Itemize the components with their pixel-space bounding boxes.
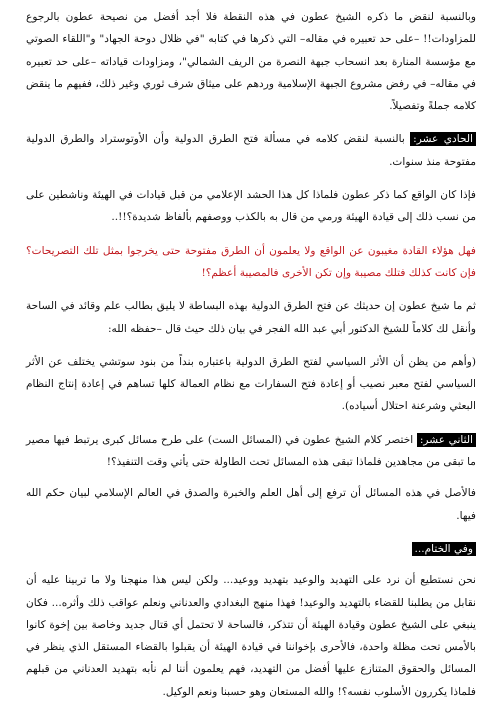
closing-label: وفي الختام...: [412, 542, 476, 556]
paragraph-closing: نحن نستطيع أن نرد على التهديد والوعيد بتهديد ووعيد... ولكن ليس هذا منهجنا ولا ما تربينا عليه أن نقابل من يطلبنا للقضاء بالتهديد والوعيد! فهذا منهج البغدادي والعدناني ونعلم عواقب ذلك وأثره... فكان ينبغي على الشيخ عطون وقيادة الهيئة أن تتذكر، فالساحة لا تحتمل أي قتال جديد وخاصة بين إخوة كانوا بالأمس تحت مظلة واحدة، فالأحرى بإخواننا في قيادة الهيئة أن يقبلوا بالقضاء المستقل الذي ينظر في المسائل والحقوق المتنازع عليها أفضل من التهديد، فهم يعلمون أننا لم نأبه بتهديد العدناني من قبلهم فلماذا يكررون الأسلوب نفسه؟! والله المستعان وهو حسبنا ونعم الوكيل.: [26, 574, 476, 698]
paragraph-12th-point: [26, 429, 476, 474]
closing-heading-line: [26, 538, 476, 560]
point-text-twelfth: اختصر كلام الشيخ عطون في (المسائل الست) على طرح مسائل كبرى يرتبط فيها مصير ما تبقى من مجاهدين فلماذا تبقى هذه المسائل تحت الطاولة حتى يأتي وقت التنفيذ؟!: [26, 433, 476, 469]
paragraph-8: فالأصل في هذه المسائل أن ترفع إلى أهل العلم والخبرة والصدق في العالم الإسلامي لبيان حكم الله فيها.: [26, 487, 476, 522]
paragraph-11th-point: [26, 128, 476, 173]
paragraph-3: فإذا كان الواقع كما ذكر عطون فلماذا كل هذا الحشد الإعلامي من قبل قيادات في الهيئة وناشطين على من نسب ذلك إلى قيادة الهيئة ورمي من قال به بالكذب ووصفهم بألفاظ شديدة؟!!..: [26, 189, 476, 224]
paragraph-red-question: فهل هؤلاء القادة مغيبون عن الواقع ولا يعلمون أن الطرق مفتوحة حتى يخرجوا بمثل تلك التصريحات؟ فإن كانت كذلك فتلك مصيبة وإن تكن الأخرى فالمصيبة أعظم؟!: [26, 244, 476, 279]
paragraph-1: وبالنسبة لنقض ما ذكره الشيخ عطون في هذه النقطة فلا أجد أفضل من نصيحة عطون بالرجوع للمزاودات!! –على حد تعبيره في مقاله– التي ذكرها في كتابه "في ظلال دوحة الجهاد" و"اللقاء الصوتي مع مؤسسة المنارة بعد انسحاب جبهة النصرة من الريف الشمالي"، ومزاودات قياداته –على حد تعبيره في مقاله– في رفض مشروع الجبهة الإسلامية وردهم على ميثاق شرف ثوري وغير ذلك، ففيهم ما ينقض كلامه جملةً وتفصيلاً.: [26, 11, 476, 113]
point-label-eleventh: الحادي عشر:: [410, 132, 476, 146]
paragraph-quote: (وأهم من يظن أن الأثر السياسي لفتح الطرق الدولية باعتباره بنداً من بنود سوتشي يختلف عن الأثر السياسي لفتح معبر نصيب أو إعادة فتح السفارات مع نظام العمالة كلها تساهم في إعادة إنتاج النظام البعثي وشرعنة احتلال أسياده).: [26, 355, 476, 413]
point-label-twelfth: الثاني عشر:: [417, 433, 476, 447]
point-text-eleventh: بالنسبة لنقض كلامه في مسألة فتح الطرق الدولية وأن الأوتوستراد والطرق الدولية مفتوحة منذ سنوات.: [26, 133, 476, 168]
paragraph-5: ثم ما شيخ عطون إن حديثك عن فتح الطرق الدولية بهذه البساطة لا يليق بطالب علم وقائد في الساحة وأنقل لك كلاماً للشيخ الدكتور أبي عبد الله الفجر في بيان ذلك حيث قال –حفظه الله:: [26, 300, 476, 335]
